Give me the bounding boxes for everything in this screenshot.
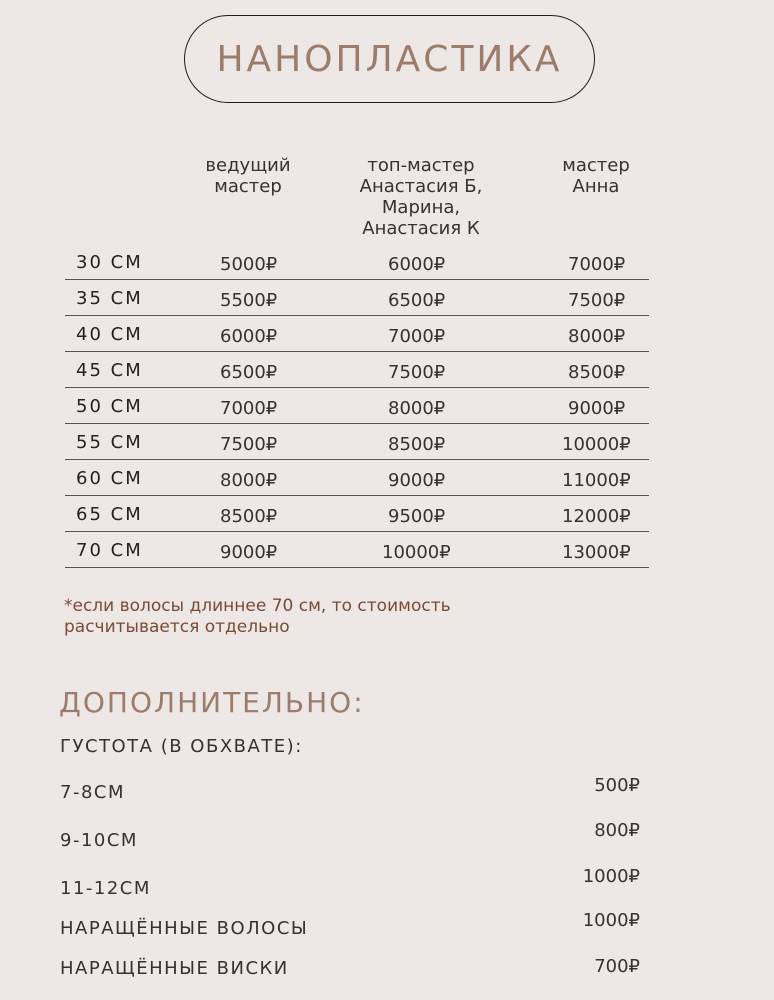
- extra-section-title: ДОПОЛНИТЕЛЬНО:: [59, 686, 365, 719]
- extra-item-label: 11-12СМ: [60, 878, 151, 899]
- row-divider: [65, 279, 649, 280]
- column-header-top-master: [346, 155, 496, 239]
- extra-item-label: 7-8СМ: [60, 782, 125, 803]
- price-cell: 6000₽: [220, 326, 278, 347]
- title-badge: [184, 15, 595, 103]
- price-cell: 5000₽: [220, 254, 278, 275]
- extra-item-price: 700₽: [594, 956, 640, 977]
- row-divider: [65, 531, 649, 532]
- row-length-label: 30 СМ: [76, 252, 143, 273]
- column-header-master-anna: [546, 155, 646, 197]
- row-divider: [65, 567, 649, 568]
- price-cell: 9000₽: [388, 470, 446, 491]
- price-cell: 8000₽: [220, 470, 278, 491]
- row-length-label: 65 СМ: [76, 504, 143, 525]
- row-length-label: 70 СМ: [76, 540, 143, 561]
- column-header-line: мастер: [214, 176, 282, 197]
- row-length-label: 45 СМ: [76, 360, 143, 381]
- row-length-label: 40 СМ: [76, 324, 143, 345]
- extra-item-price: 800₽: [594, 820, 640, 841]
- column-header-line: Марина,: [381, 197, 461, 218]
- row-divider: [65, 495, 649, 496]
- price-cell: 7500₽: [220, 434, 278, 455]
- price-cell: 13000₽: [562, 542, 631, 563]
- extra-item-label: НАРАЩЁННЫЕ ВИСКИ: [60, 958, 289, 979]
- column-header-lead-master: [188, 155, 308, 197]
- row-divider: [65, 423, 649, 424]
- price-cell: 6000₽: [388, 254, 446, 275]
- price-cell: 7500₽: [388, 362, 446, 383]
- price-cell: 7000₽: [388, 326, 446, 347]
- row-divider: [65, 351, 649, 352]
- price-cell: 11000₽: [562, 470, 631, 491]
- row-length-label: 55 СМ: [76, 432, 143, 453]
- row-divider: [65, 315, 649, 316]
- price-cell: 7000₽: [220, 398, 278, 419]
- extra-item-price: 500₽: [594, 775, 640, 796]
- column-header-line: мастер: [562, 155, 630, 176]
- price-cell: 6500₽: [220, 362, 278, 383]
- row-divider: [65, 387, 649, 388]
- column-header-line: топ-мастер: [367, 155, 475, 176]
- price-cell: 8500₽: [220, 506, 278, 527]
- price-cell: 8500₽: [388, 434, 446, 455]
- length-note: *если волосы длиннее 70 см, то стоимость расчитывается отдельно: [64, 596, 451, 637]
- price-cell: 8000₽: [388, 398, 446, 419]
- page-title: НАНОПЛАСТИКА: [216, 38, 563, 80]
- price-cell: 8500₽: [568, 362, 626, 383]
- price-cell: 9500₽: [388, 506, 446, 527]
- price-cell: 10000₽: [382, 542, 451, 563]
- extra-item-label: НАРАЩЁННЫЕ ВОЛОСЫ: [60, 918, 309, 939]
- column-header-line: ведущий: [205, 155, 291, 176]
- price-cell: 10000₽: [562, 434, 631, 455]
- price-cell: 8000₽: [568, 326, 626, 347]
- extra-item-price: 1000₽: [582, 910, 640, 931]
- column-header-line: Анастасия Б,: [359, 176, 483, 197]
- extra-item-price: 1000₽: [582, 866, 640, 887]
- row-divider: [65, 459, 649, 460]
- price-cell: 9000₽: [568, 398, 626, 419]
- column-header-line: Анастасия К: [362, 218, 480, 239]
- price-cell: 7000₽: [568, 254, 626, 275]
- row-length-label: 60 СМ: [76, 468, 143, 489]
- price-cell: 6500₽: [388, 290, 446, 311]
- extra-item-label: 9-10СМ: [60, 830, 138, 851]
- row-length-label: 50 СМ: [76, 396, 143, 417]
- density-subtitle: ГУСТОТА (В ОБХВАТЕ):: [60, 736, 303, 757]
- column-header-line: Анна: [572, 176, 620, 197]
- row-length-label: 35 СМ: [76, 288, 143, 309]
- price-cell: 5500₽: [220, 290, 278, 311]
- price-cell: 7500₽: [568, 290, 626, 311]
- price-cell: 9000₽: [220, 542, 278, 563]
- price-cell: 12000₽: [562, 506, 631, 527]
